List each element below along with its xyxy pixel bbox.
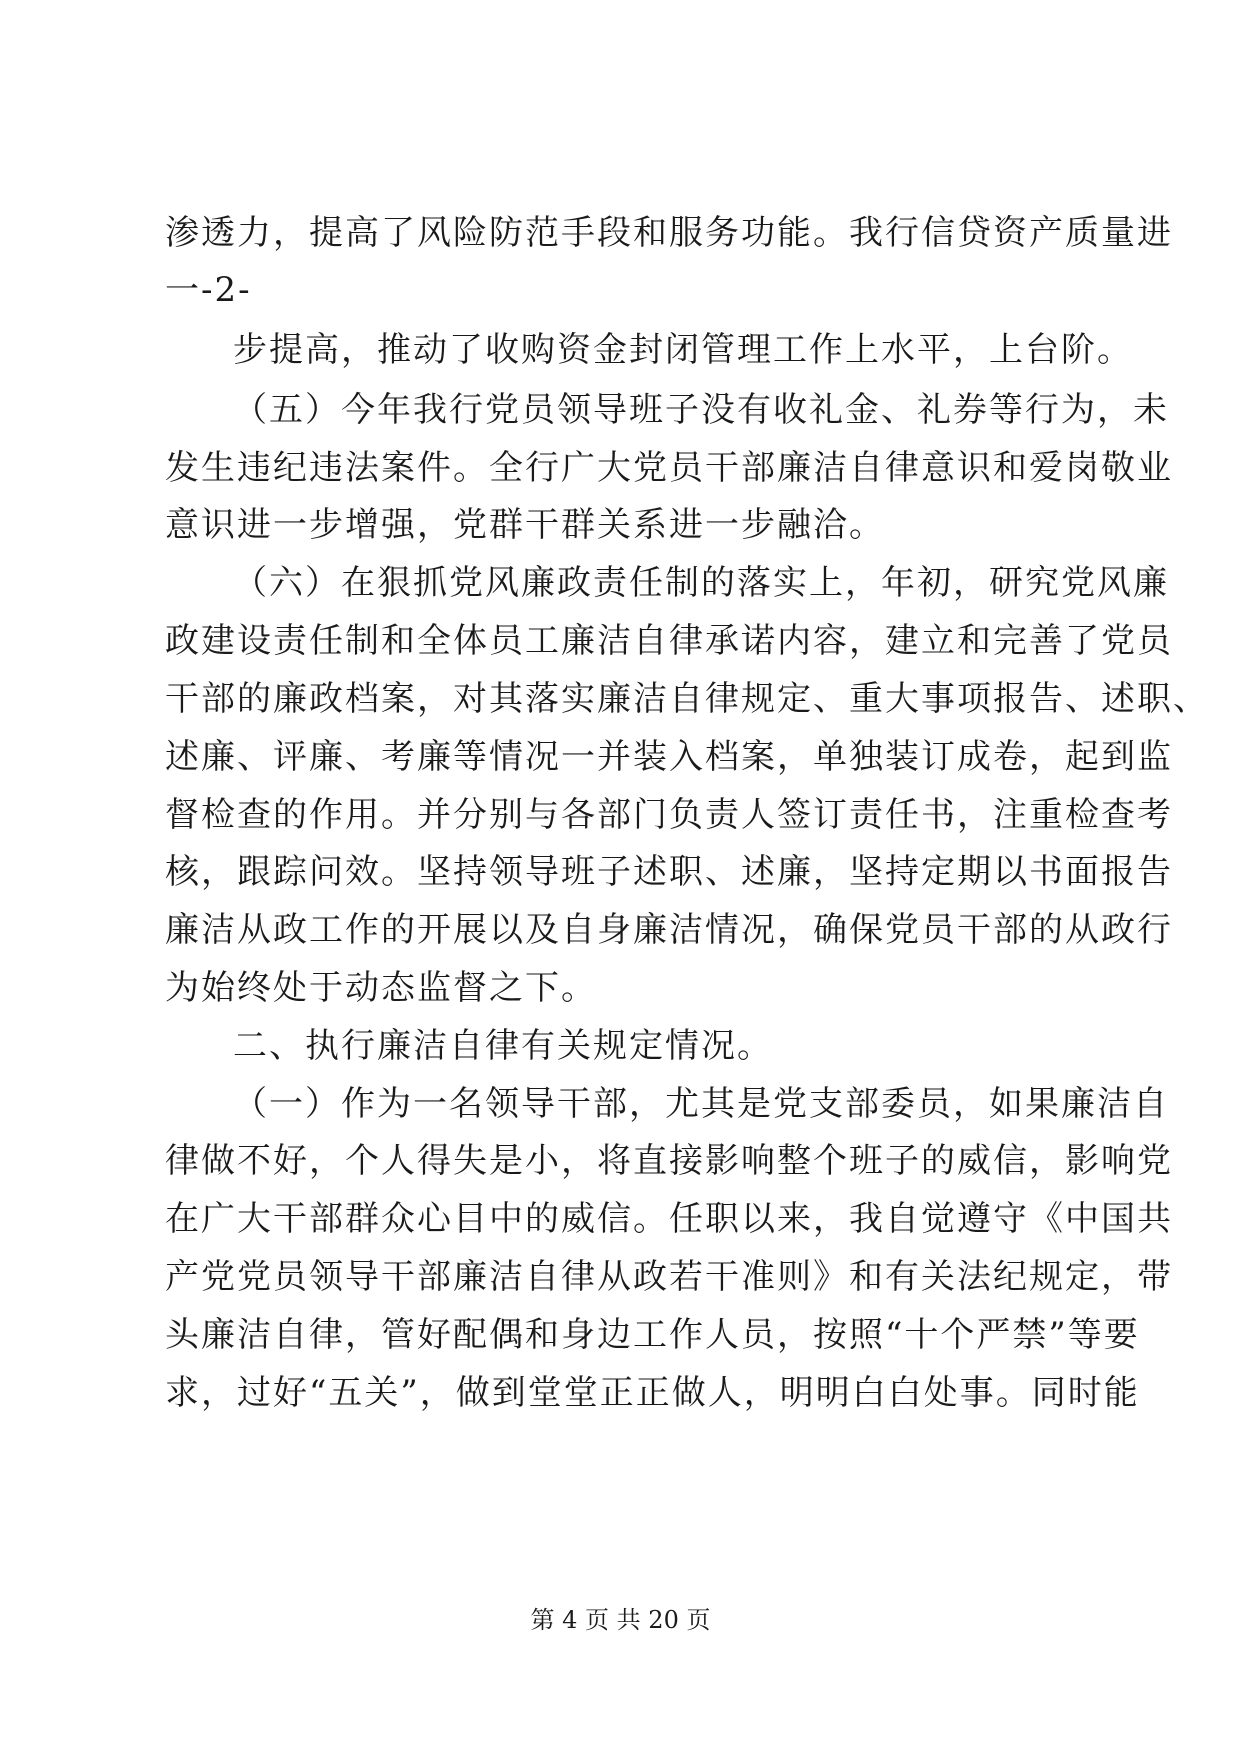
inline-page-marker: 一-2-: [165, 270, 252, 310]
text-line: 干部的廉政档案，对其落实廉洁自律规定、重大事项报告、述职、: [165, 679, 1209, 719]
paragraph-5-start: （五）今年我行党员领导班子没有收礼金、礼券等行为，未: [233, 390, 1169, 430]
paragraph-1-start: （一）作为一名领导干部，尤其是党支部委员，如果廉洁自: [233, 1084, 1169, 1124]
text-line: 头廉洁自律，管好配偶和身边工作人员，按照“十个严禁”等要: [165, 1315, 1140, 1355]
paragraph-6-start: （六）在狠抓党风廉政责任制的落实上，年初，研究党风廉: [233, 563, 1169, 603]
text-line: 督检查的作用。并分别与各部门负责人签订责任书，注重检查考: [165, 795, 1173, 835]
text-line: 意识进一步增强，党群干群关系进一步融洽。: [165, 505, 885, 545]
text-line: 核，跟踪问效。坚持领导班子述职、述廉，坚持定期以书面报告: [165, 852, 1173, 892]
page-footer: 第 4 页 共 20 页: [530, 1606, 711, 1634]
section-heading: 二、执行廉洁自律有关规定情况。: [233, 1026, 773, 1066]
text-line: 在广大干部群众心目中的威信。任职以来，我自觉遵守《中国共: [165, 1199, 1173, 1239]
text-line: 求，过好“五关”，做到堂堂正正做人，明明白白处事。同时能: [165, 1373, 1140, 1413]
text-line: 发生违纪违法案件。全行广大党员干部廉洁自律意识和爱岗敬业: [165, 448, 1173, 488]
text-line: 廉洁从政工作的开展以及自身廉洁情况，确保党员干部的从政行: [165, 910, 1173, 950]
text-line: 政建设责任制和全体员工廉洁自律承诺内容，建立和完善了党员: [165, 621, 1173, 661]
text-line: 为始终处于动态监督之下。: [165, 968, 597, 1008]
text-line: 述廉、评廉、考廉等情况一并装入档案，单独装订成卷，起到监: [165, 737, 1173, 777]
text-line: 步提高，推动了收购资金封闭管理工作上水平，上台阶。: [233, 330, 1133, 370]
text-line: 产党党员领导干部廉洁自律从政若干准则》和有关法纪规定，带: [165, 1257, 1173, 1297]
text-line: 律做不好，个人得失是小，将直接影响整个班子的威信，影响党: [165, 1141, 1173, 1181]
text-line: 渗透力，提高了风险防范手段和服务功能。我行信贷资产质量进: [165, 213, 1173, 253]
